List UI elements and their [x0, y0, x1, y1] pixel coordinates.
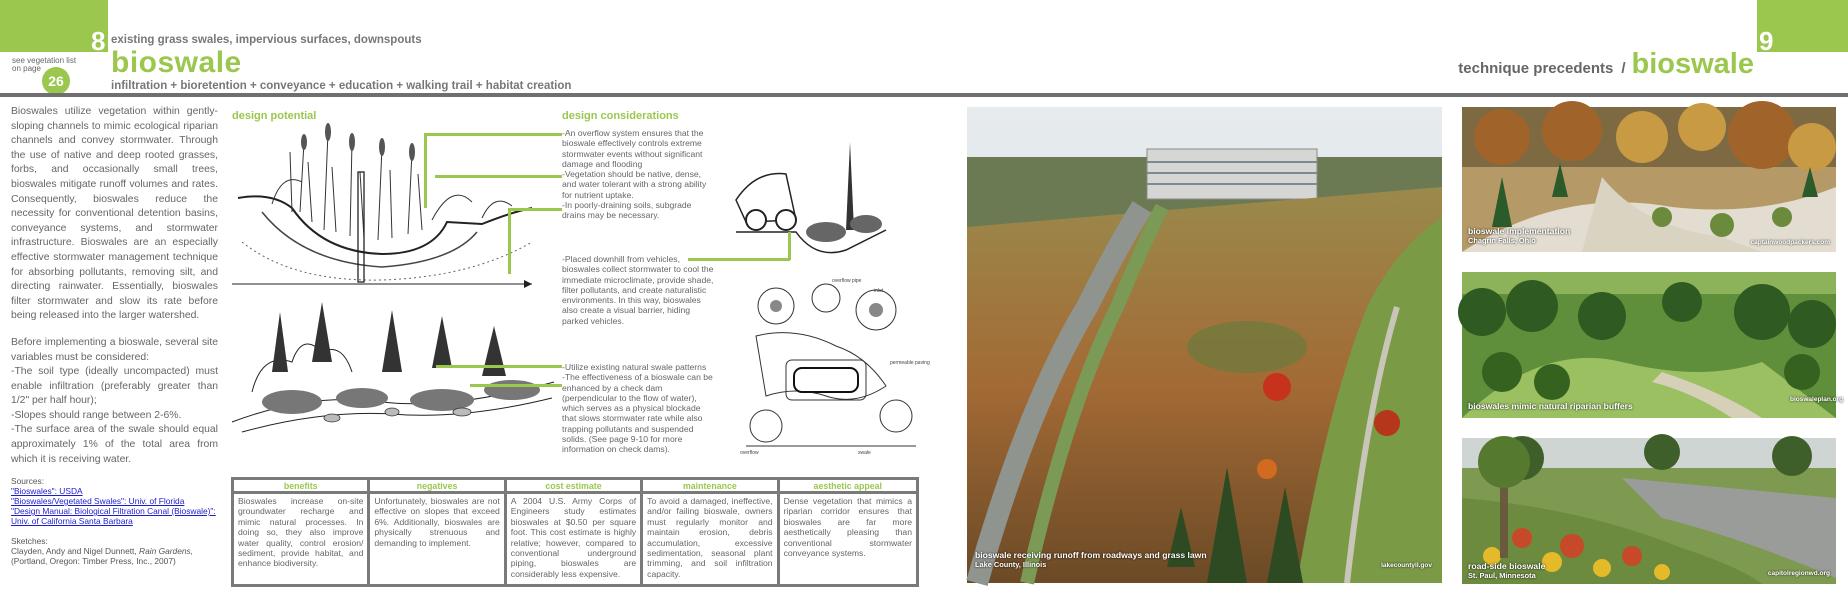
- overflow-label: overflow: [740, 450, 759, 456]
- sketches-credit: Clayden, Andy and Nigel Dunnett, Rain Gardens, (Portland, Oregon: Timber Press, Inc., 2007): [11, 546, 194, 566]
- site-variable-item: -The soil type (ideally uncompacted) must enable infiltration (preferably greater than 1/2" per half hour);: [11, 366, 218, 407]
- riparian-buffer-illustration: [1462, 272, 1844, 418]
- callout-line: [788, 232, 791, 260]
- photo-2-credit: bioswaleplan.org: [1790, 396, 1844, 403]
- design-potential-heading: design potential: [232, 110, 317, 122]
- cell-maintenance: To avoid a damaged, ineffective, and/or failing bioswale, owners must regularly monitor and maintain erosion, debris accumulation, excessive sedimentation, seasonal plant trimming, and soil infiltration capacity.: [643, 494, 779, 584]
- page-title: bioswale: [111, 46, 242, 79]
- intro-text: [11, 105, 218, 467]
- parking-edge-sketch: [736, 140, 886, 268]
- right-page-header: [1458, 48, 1754, 81]
- site-variable-item: -The surface area of the swale should equal approximately 1% of the total area from which it is receiving water.: [11, 424, 218, 465]
- design-considerations-text-2: -Placed downhill from vehicles, bioswales collect stormwater to cool the immediate microclimate, provide shade, filter pollutants, and create naturalistic environments. In this way, bioswales also create a visual barrier, hiding parked vehicles.: [562, 254, 714, 326]
- cell-cost-estimate: A 2004 U.S. Army Corps of Engineers study estimates bioswales at $0.50 per square foot. This cost estimate is highly relative; however, compared to conventional underground piping, bioswales are considerably less expensive.: [507, 494, 643, 584]
- technique-precedents-label: technique precedents: [1458, 60, 1614, 77]
- sources-block: [11, 476, 219, 566]
- table-header-row: [234, 480, 916, 494]
- header-cost-estimate: cost estimate: [507, 480, 643, 494]
- main-photo-caption: bioswale receiving runoff from roadways and grass lawn Lake County, Illinois: [975, 550, 1207, 569]
- design-considerations-text-1: -An overflow system ensures that the bioswale effectively controls extreme stormwater events without significant damage and flooding -Vegetation should be native, dense, and water tolerant with a strong ability for nutrient uptake. -In poorly-draining soils, subgrade drains may be necessary.: [562, 128, 707, 221]
- summary-table: [231, 477, 919, 587]
- design-considerations-heading: design considerations: [562, 110, 679, 122]
- site-variable-item: -Slopes should range between 2-6%.: [11, 409, 182, 421]
- cell-negatives: Unfortunately, bioswales are not effective on slopes that exceed 6%. Additionally, bioswales are physically strenuous and demanding to implement.: [370, 494, 506, 584]
- header-rule: [0, 93, 1848, 97]
- page-tagline: infiltration + bioretention + conveyance + education + walking trail + habitat creation: [111, 80, 572, 92]
- main-photo-credit: lakecountyil.gov: [1381, 562, 1432, 569]
- header-aesthetic-appeal: aesthetic appeal: [780, 480, 916, 494]
- site-variables-intro: Before implementing a bioswale, several site variables must be considered:: [11, 336, 218, 363]
- table-row: [234, 494, 916, 584]
- callout-line: [424, 133, 427, 208]
- left-page-number: 8: [91, 26, 106, 56]
- photo-1-credit: captainwoodpackers.com: [1750, 239, 1830, 246]
- sketches-label: Sketches:: [11, 536, 48, 546]
- design-considerations-text-3: -Utilize existing natural swale patterns -The effectiveness of a bioswale can be enhanced by a check dam (perpendicular to the flow of water), which serves as a physical blockade that slows stormwater rate while also trapping pollutants and suspended solids. (See page 9-10 for more information on check dams).: [562, 362, 713, 455]
- overflow-pipe-label: overflow pipe: [832, 278, 862, 284]
- page-subtitle: existing grass swales, impervious surfaces, downspouts: [111, 34, 422, 46]
- swale-perspective-sketch: [232, 302, 554, 440]
- swale-section-sketch: [232, 112, 554, 290]
- header-benefits: benefits: [234, 480, 370, 494]
- intro-paragraph: Bioswales utilize vegetation within gently-sloping channels to mimic ecological riparian channels and convey stormwater. Through the use of native and deep rooted grasses, forbs, and occasionally small trees, bioswales mitigate runoff volumes and rates. Consequently, bioswales reduce the necessity for conventional detention basins, conveyance systems, and stormwater infrastructure. Bioswales are an especially effective stormwater management technique for absorbing pollutants, removing silt, and directing rainwater. Essentially, bioswales filter stormwater and slow its rate before being released into the larger watershed.: [11, 106, 218, 322]
- main-bioswale-photo: [967, 107, 1442, 583]
- vegetation-page-badge[interactable]: 26: [42, 67, 70, 95]
- site-plan-sketch: [736, 276, 930, 460]
- riparian-buffer-photo: [1462, 272, 1844, 418]
- callout-line: [435, 175, 562, 178]
- permeable-paving-label: permeable paving: [890, 360, 930, 366]
- main-photo-illustration: [967, 107, 1442, 583]
- source-link-florida[interactable]: "Bioswales/Vegetated Swales": Univ. of Florida: [11, 496, 185, 506]
- callout-line: [508, 208, 562, 211]
- inlet-label: inlet: [874, 288, 884, 294]
- callout-line: [424, 133, 562, 136]
- photo-3-credit: capitolregionwd.org: [1767, 570, 1830, 577]
- source-link-usda[interactable]: "Bioswales": USDA: [11, 486, 83, 496]
- header-negatives: negatives: [370, 480, 506, 494]
- chagrin-falls-photo: [1462, 107, 1836, 252]
- photo-2-caption: bioswales mimic natural riparian buffers: [1468, 401, 1633, 411]
- see-vegetation-note: see vegetation list on page: [12, 56, 77, 73]
- photo-1-caption: bioswale implementation Chagrin Falls, Ohio: [1468, 226, 1571, 245]
- callout-line: [508, 208, 511, 274]
- header-maintenance: maintenance: [643, 480, 779, 494]
- swale-label: swale: [858, 450, 871, 456]
- right-page-number: 9: [1759, 26, 1774, 56]
- header-slash: /: [1621, 60, 1626, 77]
- sources-label: Sources:: [11, 476, 45, 486]
- st-paul-photo: [1462, 438, 1836, 584]
- source-link-ucsb[interactable]: "Design Manual: Biological Filtration Canal (Bioswale)": Univ. of California Santa Barbara: [11, 506, 216, 526]
- callout-line: [470, 384, 562, 387]
- cell-aesthetic-appeal: Dense vegetation that mimics a riparian corridor ensures that bioswales are far more aesthetically pleasing than conventional stormwater conveyance systems.: [783, 496, 912, 559]
- photo-3-caption: road-side bioswale St. Paul, Minnesota: [1468, 561, 1546, 580]
- right-page-title: bioswale: [1631, 48, 1754, 80]
- callout-line: [436, 365, 562, 368]
- cell-benefits: Bioswales increase on-site groundwater recharge and mimic natural processes. In doing so, they also improve water quality, control erosion/ sediment, provide habitat, and enhance biodiversity.: [234, 494, 370, 584]
